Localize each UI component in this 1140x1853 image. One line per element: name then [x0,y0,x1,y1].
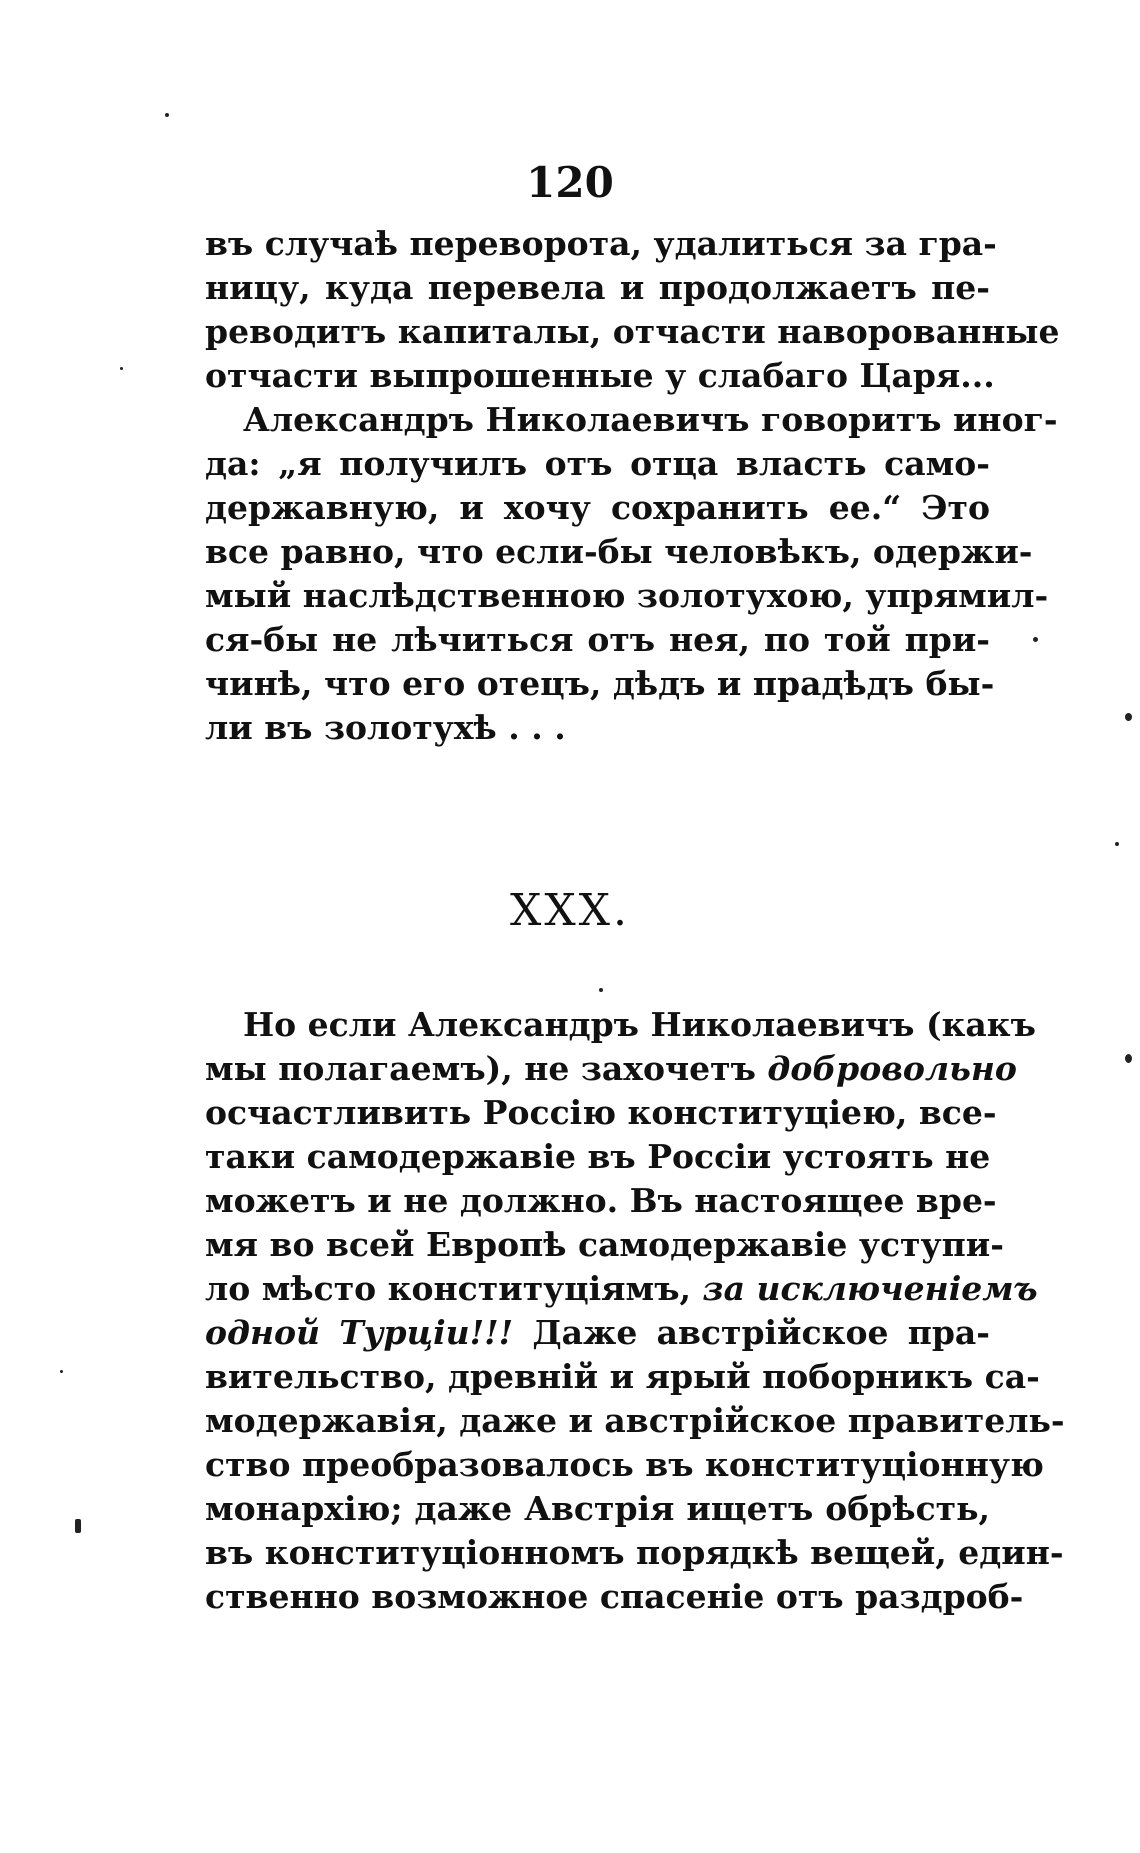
text-run: ственно возможное спасеніе отъ раздроб- [205,1577,1024,1616]
text-line: ся-бы не лѣчиться отъ нея, по той при- [205,620,990,659]
scan-speck [1125,713,1132,721]
text-run: модержавія, даже и австрійское правитель- [205,1401,1065,1440]
text-line: да: „я получилъ отъ отца власть само- [205,444,990,483]
page-number: 120 [526,158,614,207]
text-run: Но если Александръ Николаевичъ (какъ [243,1005,1036,1044]
scan-speck [60,1370,63,1373]
text-run: можетъ и не должно. Въ настоящее вре- [205,1181,997,1220]
text-line: ницу, куда перевела и продолжаетъ пе- [205,268,990,307]
text-line [205,1399,1065,1443]
scan-speck [1125,1054,1132,1063]
text-line: державную, и хочу сохранить ее.“ Это [205,488,990,527]
text-line: ли въ золотухѣ . . . [205,708,566,747]
text-line [205,1443,1044,1487]
text-run: таки самодержавіе въ Россіи устоять не [205,1137,991,1176]
text-line [205,1003,1036,1047]
italic-phrase: одной Турціи!!! [205,1313,514,1352]
scan-speck [75,1519,81,1533]
text-line [205,1047,1017,1091]
text-run: ло мѣсто конституціямъ, [205,1269,703,1308]
text-line [205,1223,1004,1267]
scan-speck [599,988,603,992]
scan-speck [1033,637,1038,642]
section-heading: XXX. [510,885,630,936]
text-run: мы полагаемъ), не захочетъ [205,1049,768,1088]
text-run: въ конституціонномъ порядкѣ вещей, един- [205,1533,1064,1572]
text-line [205,1179,997,1223]
text-line [205,1267,1038,1311]
text-line [205,1575,1024,1619]
text-line: въ случаѣ переворота, удалиться за гра- [205,224,997,263]
text-line [205,1311,990,1355]
text-line: реводитъ капиталы, отчасти наворованные [205,312,1060,351]
text-line [205,1531,1064,1575]
text-line: отчасти выпрошенные у слабаго Царя... [205,356,995,395]
text-run: вительство, древній и ярый поборникъ са- [205,1357,1040,1396]
text-run: Даже австрійское пра- [513,1313,990,1352]
text-line: все равно, что если-бы человѣкъ, одержи- [205,532,1033,571]
text-run: мя во всей Европѣ самодержавіе уступи- [205,1225,1004,1264]
text-line [205,1091,997,1135]
text-run: ство преобразовалось въ конституціонную [205,1445,1044,1484]
scan-speck [120,367,123,370]
paragraph-continuation [205,222,1060,750]
text-line [205,1487,990,1531]
text-line: чинѣ, что его отецъ, дѣдъ и прадѣдъ бы- [205,664,995,703]
italic-phrase: добровольно [767,1049,1017,1088]
text-run: монархію; даже Австрія ищетъ обрѣсть, [205,1489,990,1528]
paragraph-section-xxx [205,1003,1065,1619]
scan-speck [1115,842,1119,846]
text-line [205,1135,990,1179]
text-line: Александръ Николаевичъ говоритъ иног- [243,400,1058,439]
scan-speck [165,113,169,117]
text-run: осчастливить Россію конституціею, все- [205,1093,997,1132]
text-line: мый наслѣдственною золотухою, упрямил- [205,576,1049,615]
italic-phrase: за исключеніемъ [702,1269,1038,1308]
text-line [205,1355,1040,1399]
